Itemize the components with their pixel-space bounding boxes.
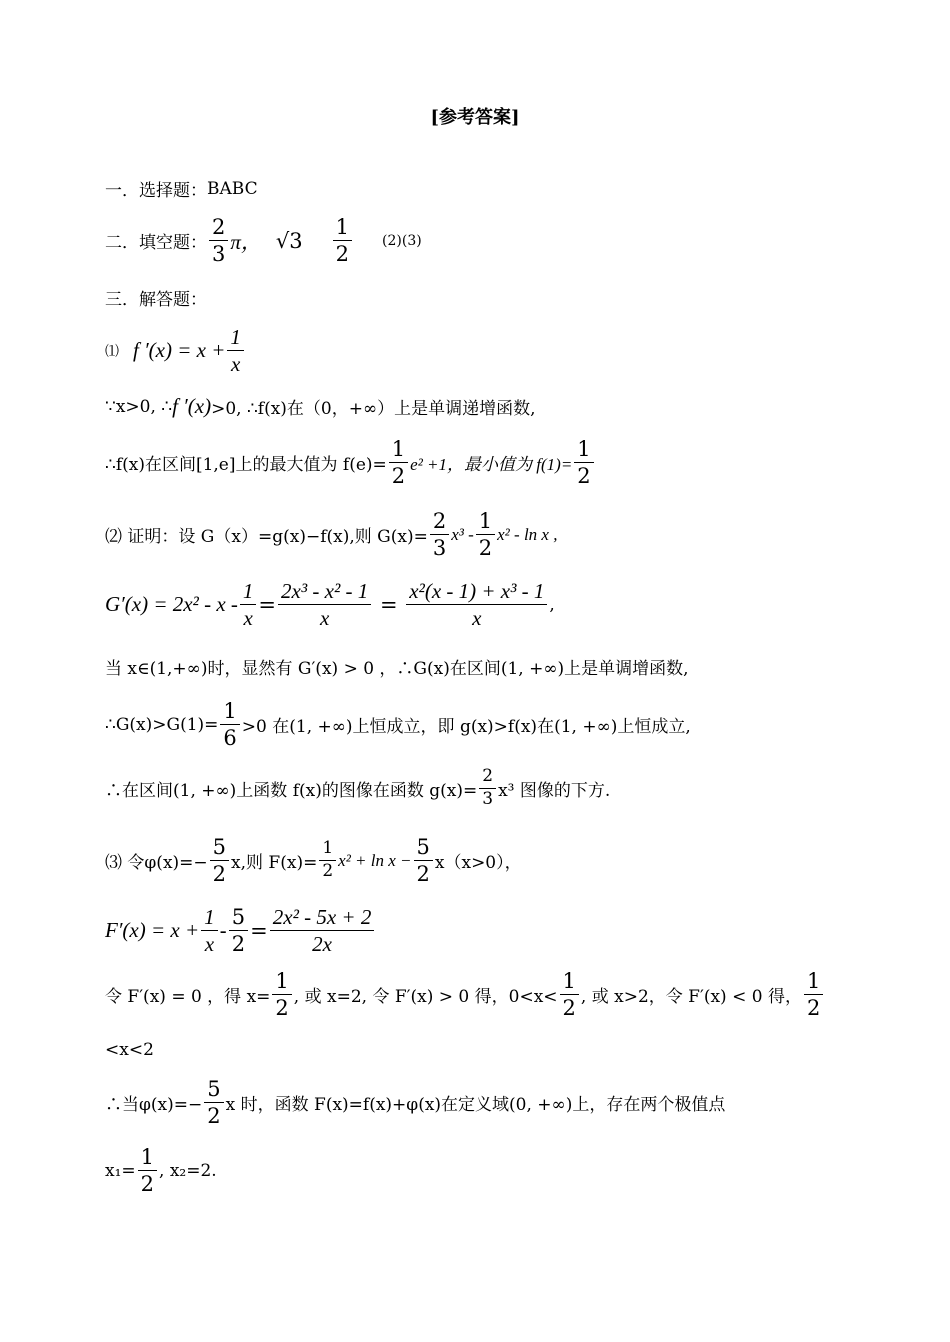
p2-derivative-fraction-2 [278,580,371,629]
numerator: 5 [414,836,433,861]
denominator: 3 [482,788,494,809]
p3-interval: <x<2 [105,1040,154,1060]
p3-f-fraction-b [414,836,433,885]
p2-inequality-fraction [220,700,239,749]
fill-answer-1-tail: π， [230,229,262,254]
denominator: 2 [140,1172,155,1197]
p1-max-fraction [389,438,408,487]
p2-g-a-tail: x³ - [451,524,474,544]
numerator: 1 [389,438,408,463]
p1-reason-pre: ∵x>0, ∴ [105,396,173,417]
numerator: 1 [220,700,239,725]
p2-inequality-pre: ∴G(x)>G(1)= [105,714,219,735]
p2-monotonic: 当 x∈(1,+∞)时，显然有 G′(x) > 0 ，∴G(x)在区间(1, +∞)上是单调增函数, [105,659,689,679]
numerator: 1 [201,906,218,931]
fill-answers [105,216,422,265]
numerator: 5 [210,836,229,861]
p3-summary-post: x 时，函数 F(x)=f(x)+φ(x)在定义域(0, +∞)上，存在两个极值点 [225,1095,726,1116]
denominator: 2 [275,996,289,1021]
p3-summary-pre: ∴当φ(x)=− [105,1095,203,1116]
p3-let-mid: , 或 x=2, 令 F′(x) > 0 得，0<x< [293,987,558,1008]
denominator: x [230,352,241,377]
numerator: 1 [560,970,579,995]
p2-conclusion-post: x³ 图像的下方. [498,780,611,801]
numerator: 2x³ - x² - 1 [278,580,371,605]
p2-conclusion-fraction [479,768,496,809]
fill-fraction-3 [333,216,352,265]
fill-answer-4: (2)(3) [382,232,422,249]
p3-let-fraction-1 [272,970,291,1019]
denominator: 2 [322,861,334,882]
denominator: 2 [231,932,246,957]
p1-extrema [105,438,596,487]
numerator: 1 [574,438,593,463]
denominator: x [472,606,482,631]
p3-let-pre: 令 F′(x) = 0 ，得 x= [105,987,271,1008]
p3-f-b-tail: x（x>0）， [434,853,522,874]
denominator: 2 [391,464,406,489]
p2-conclusion [105,768,610,809]
denominator: 2 [562,996,576,1021]
p2-derivative-fraction-3 [406,580,547,629]
numerator: 1 [319,840,336,861]
p2-intro-text: ⑵ 证明：设 G（x）=g(x)−f(x),则 G(x)= [105,527,428,548]
p3-derivative [105,906,376,955]
p3-derivative-fraction-3 [270,906,375,955]
numerator: 1 [227,326,244,351]
p2-intro [105,510,557,559]
choice-label: 一．选择题： [105,181,207,201]
numerator: 1 [272,970,291,995]
denominator: 2 [335,242,350,267]
p3-f-a-tail: x² + ln x − [338,850,412,870]
p2-inequality [105,700,691,749]
denominator: 3 [212,242,226,267]
p2-derivative: G′(x) = 2x² - x - $\frac{1}{x}$ = $\frac{\text{2x³ - x² - 1}}{x}$ = $\frac{\text{x²(x - 1) + x³ - 1}}{x}$ , [105,579,555,631]
p2-conclusion-pre: ∴在区间(1, +∞)上函数 f(x)的图像在函数 g(x)= [105,780,478,801]
denominator: 2 [806,996,821,1021]
p1-max-tail: e² +1，最小值为 f(1)= [410,455,573,475]
p3-summary [105,1078,725,1127]
fill-fraction-1 [209,216,228,265]
p1-reason-f: f ′(x) [172,394,212,418]
denominator: 2 [478,536,493,561]
numerator: 2 [430,510,449,535]
choice-answer: BABC [207,178,258,199]
p1-derivative-lhs: f ′(x) = x + [133,338,226,363]
p1-max-pre: ∴f(x)在区间[1,e]上的最大值为 f(e)= [105,455,387,476]
denominator: 2 [577,464,591,489]
numerator: 1 [804,970,823,995]
p2-derivative-fraction-1 [240,580,257,629]
denominator: x [243,606,253,631]
p3-x1-fraction [138,1146,157,1195]
p3-intro [105,836,522,885]
p2-g-fraction-b [476,510,495,559]
p3-x1-post: , x₂=2. [159,1160,217,1181]
denominator: 2x [312,932,332,957]
p3-derivative-fraction-2 [229,906,248,955]
p3-let-mid2: , 或 x>2，令 F′(x) < 0 得， [580,987,802,1008]
p3-extreme-points [105,1146,217,1195]
numerator: 1 [476,510,495,535]
denominator: 3 [432,536,447,561]
p2-derivative-tail: , [549,594,555,615]
p1-fraction [227,326,244,375]
p3-intro-mid: x,则 F(x)= [231,853,318,874]
p3-let-fraction-2 [560,970,579,1019]
p3-summary-fraction [204,1078,223,1127]
p3-intro-text: ⑶ 令φ(x)=− [105,853,208,874]
denominator: x [319,606,330,631]
numerator: 2 [479,768,496,789]
numerator: 1 [138,1146,157,1171]
p1-min-fraction [574,438,593,487]
denominator: 2 [416,862,430,887]
p2-g-b-tail: x² - ln x , [497,524,558,544]
numerator: 2x² - 5x + 2 [270,906,375,931]
p3-derivative-lhs: F′(x) = x + [105,918,200,943]
p3-phi-fraction [210,836,229,885]
p2-derivative-lhs: G′(x) = 2x² - x - [105,592,238,617]
numerator: 1 [240,580,257,605]
solve-label: 三．解答题： [105,290,207,310]
numerator: 2 [209,216,228,241]
p3-derivative-equals: = [250,918,268,943]
p3-let-fraction-3 [804,970,823,1019]
p1-reason-post: >0, ∴f(x)在（0，+∞）上是单调递增函数, [211,399,536,419]
numerator: x²(x - 1) + x³ - 1 [406,580,547,605]
denominator: 2 [212,862,227,887]
p3-derivative-fraction-1 [201,906,218,955]
numerator: 5 [229,906,248,931]
p2-inequality-post: >0 在(1, +∞)上恒成立，即 g(x)>f(x)在(1, +∞)上恒成立, [241,717,691,738]
fill-answer-2: √3 [275,228,303,253]
denominator: 2 [207,1104,221,1129]
p3-critical-points [105,970,825,1019]
p1-derivative [105,326,246,375]
p3-f-fraction-a [319,840,336,881]
p1-reason [105,394,536,419]
page-title: [参考答案] [430,107,520,128]
denominator: x [204,932,215,957]
denominator: 6 [223,726,237,751]
fill-label: 二．填空题： [105,233,207,254]
p1-tag: ⑴ [105,343,119,360]
p2-g-fraction-a [430,510,449,559]
numerator: 5 [204,1078,223,1103]
choice-answers [105,176,258,201]
p3-x1-pre: x₁= [105,1160,136,1181]
numerator: 1 [333,216,352,241]
p3-derivative-minus: - [219,918,227,943]
